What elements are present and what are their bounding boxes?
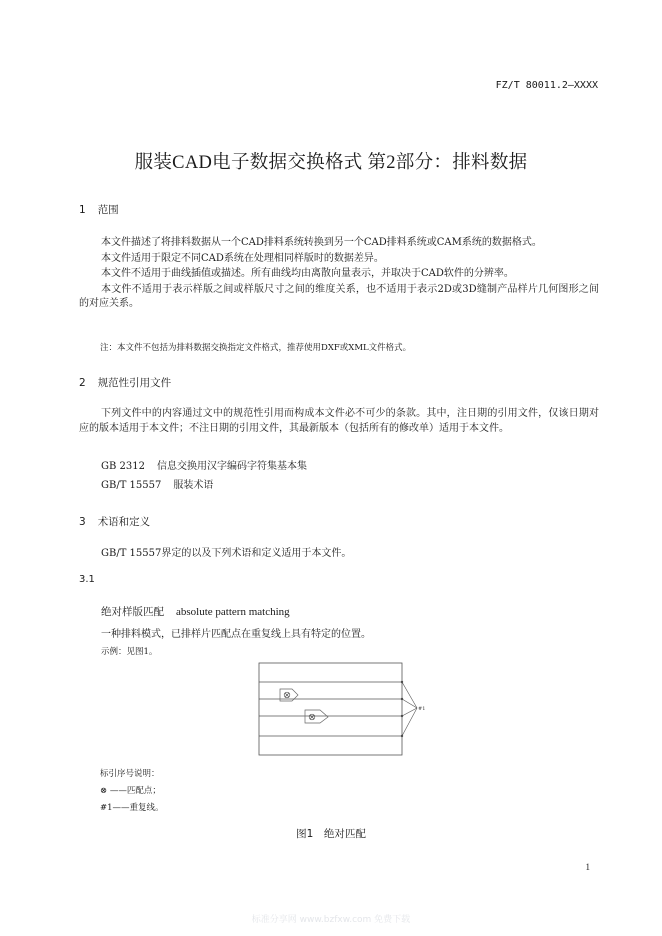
section-3-paragraph: GB/T 15557界定的以及下列术语和定义适用于本文件。 <box>101 548 352 559</box>
paragraph: 本文件不适用于表示样版之间或样版尺寸之间的维度关系，也不适用于表示2D或3D缝制产品样片几何图形之间的对应关系。 <box>79 283 599 310</box>
reference-code: GB 2312 <box>101 461 145 472</box>
term-chinese: 绝对样版匹配 <box>101 606 164 618</box>
document-title: 服装CAD电子数据交换格式 第2部分：排料数据 <box>134 153 528 173</box>
callout-lines <box>401 681 417 737</box>
section-number: 2 <box>79 377 86 389</box>
standard-number: FZ/T 80011.2—XXXX <box>495 80 598 91</box>
section-3-heading <box>79 514 150 529</box>
key-item: #1——重复线。 <box>100 803 164 813</box>
section-number: 1 <box>79 204 86 216</box>
term-definition: 一种排料模式，已排样片匹配点在重复线上具有特定的位置。 <box>101 629 371 640</box>
reference-code: GB/T 15557 <box>101 480 162 491</box>
section-title: 范围 <box>97 204 119 216</box>
paragraph: 本文件不适用于曲线插值或描述。所有曲线均由离散向量表示，并取决于CAD软件的分辨率。 <box>101 268 514 280</box>
section-1-body <box>79 236 599 312</box>
paragraph: 下列文件中的内容通过文中的规范性引用而构成本文件必不可少的条款。其中，注日期的引用文件，仅该日期对应的版本适用于本文件；不注日期的引用文件，其最新版本（包括所有的修改单）适用于本文件。 <box>79 408 599 434</box>
figure-absolute-matching <box>252 660 432 760</box>
reference-item <box>101 478 213 493</box>
key-title: 标引序号说明： <box>100 769 160 779</box>
section-title: 规范性引用文件 <box>97 377 172 389</box>
section-2-body <box>79 407 599 436</box>
subsection-number: 3.1 <box>79 574 95 585</box>
reference-item <box>101 459 307 474</box>
section-1-heading <box>79 202 119 217</box>
page-number: 1 <box>585 862 590 872</box>
marker-frame <box>259 663 402 755</box>
section-2-heading <box>79 375 171 390</box>
note: 注：本文件不包括为排料数据交换指定文件格式，推荐使用DXF或XML文件格式。 <box>100 343 412 353</box>
key-item: ⊗ ——匹配点； <box>100 786 161 796</box>
figure-caption: 图1 绝对匹配 <box>296 828 366 840</box>
term-entry <box>101 600 290 619</box>
section-title: 术语和定义 <box>97 516 151 528</box>
watermark: 标准分享网 www.bzfxw.com 免费下载 <box>251 915 411 925</box>
pattern-piece-2 <box>305 710 328 723</box>
reference-title: 服装术语 <box>173 480 214 491</box>
section-number: 3 <box>79 516 86 528</box>
example-label: 示例：见图1。 <box>101 647 158 657</box>
term-english: absolute pattern matching <box>176 606 290 618</box>
paragraph: 本文件描述了将排料数据从一个CAD排料系统转换到另一个CAD排料系统或CAM系统的数据格式。 <box>101 237 542 248</box>
callout-label: #1 <box>418 706 426 712</box>
paragraph: 本文件适用于限定不同CAD系统在处理相同样版时的数据差异。 <box>101 252 384 264</box>
reference-title: 信息交换用汉字编码字符集基本集 <box>156 461 307 472</box>
